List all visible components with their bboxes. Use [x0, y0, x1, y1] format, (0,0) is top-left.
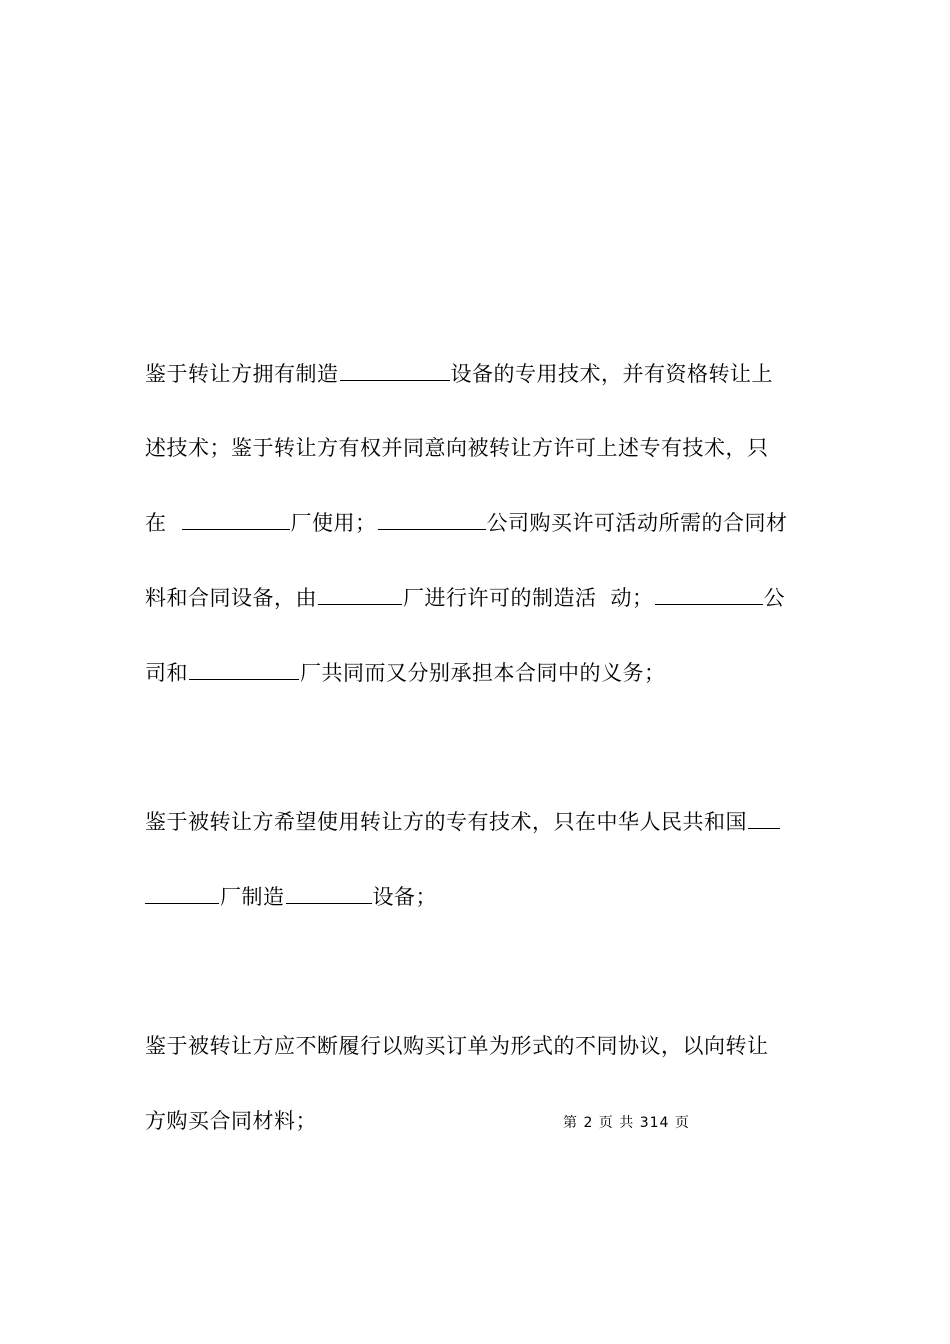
text-segment: 鉴于被转让方应不断履行以购买订单为形式的不同协议，以向转让: [145, 1034, 769, 1058]
fill-blank: [748, 806, 780, 829]
text-segment: 厂共同而又分别承担本合同中的义务；: [300, 661, 666, 685]
fill-blank: [378, 507, 486, 530]
text-segment: 厂制造: [220, 885, 285, 909]
fill-blank: [286, 881, 372, 904]
paragraph-2-line-1: [145, 806, 781, 838]
paragraph-3-line-2: [145, 1105, 317, 1137]
paragraph-1-line-1: [145, 358, 773, 390]
text-segment: 公司购买许可活动所需的合同材: [486, 511, 788, 535]
text-segment: 厂进行许可的制造活: [403, 586, 597, 610]
text-segment: 方购买合同材料；: [145, 1109, 317, 1133]
text-segment: 在: [145, 511, 167, 535]
paragraph-1-line-2: [145, 432, 769, 464]
fill-blank: [189, 657, 299, 680]
fill-blank: [318, 582, 402, 605]
text-segment: 料和合同设备，由: [145, 586, 317, 610]
fill-blank: [340, 358, 450, 381]
text-segment: 述技术；鉴于转让方有权并同意向被转让方许可上述专有技术，只: [145, 436, 769, 460]
page-number: 第 2 页 共 314 页: [563, 1115, 690, 1131]
text-segment: 公: [763, 586, 785, 610]
text-segment: 厂使用；: [290, 511, 377, 535]
paragraph-1-line-4: [145, 582, 785, 614]
text-segment: 设备的专用技术，并有资格转让上: [450, 362, 773, 386]
paragraph-3-line-1: [145, 1030, 769, 1062]
paragraph-1-line-5: [145, 657, 666, 689]
fill-blank: [145, 881, 219, 904]
fill-blank: [655, 582, 763, 605]
paragraph-2-line-2: [145, 881, 437, 913]
text-segment: 设备；: [372, 885, 437, 909]
text-segment: 鉴于被转让方希望使用转让方的专有技术，只在中华人民共和国: [145, 810, 747, 834]
text-segment: 鉴于转让方拥有制造: [145, 362, 339, 386]
fill-blank: [182, 507, 290, 530]
paragraph-1-line-3: [145, 507, 788, 539]
text-segment: 司和: [145, 661, 188, 685]
text-segment: 动；: [610, 586, 654, 610]
